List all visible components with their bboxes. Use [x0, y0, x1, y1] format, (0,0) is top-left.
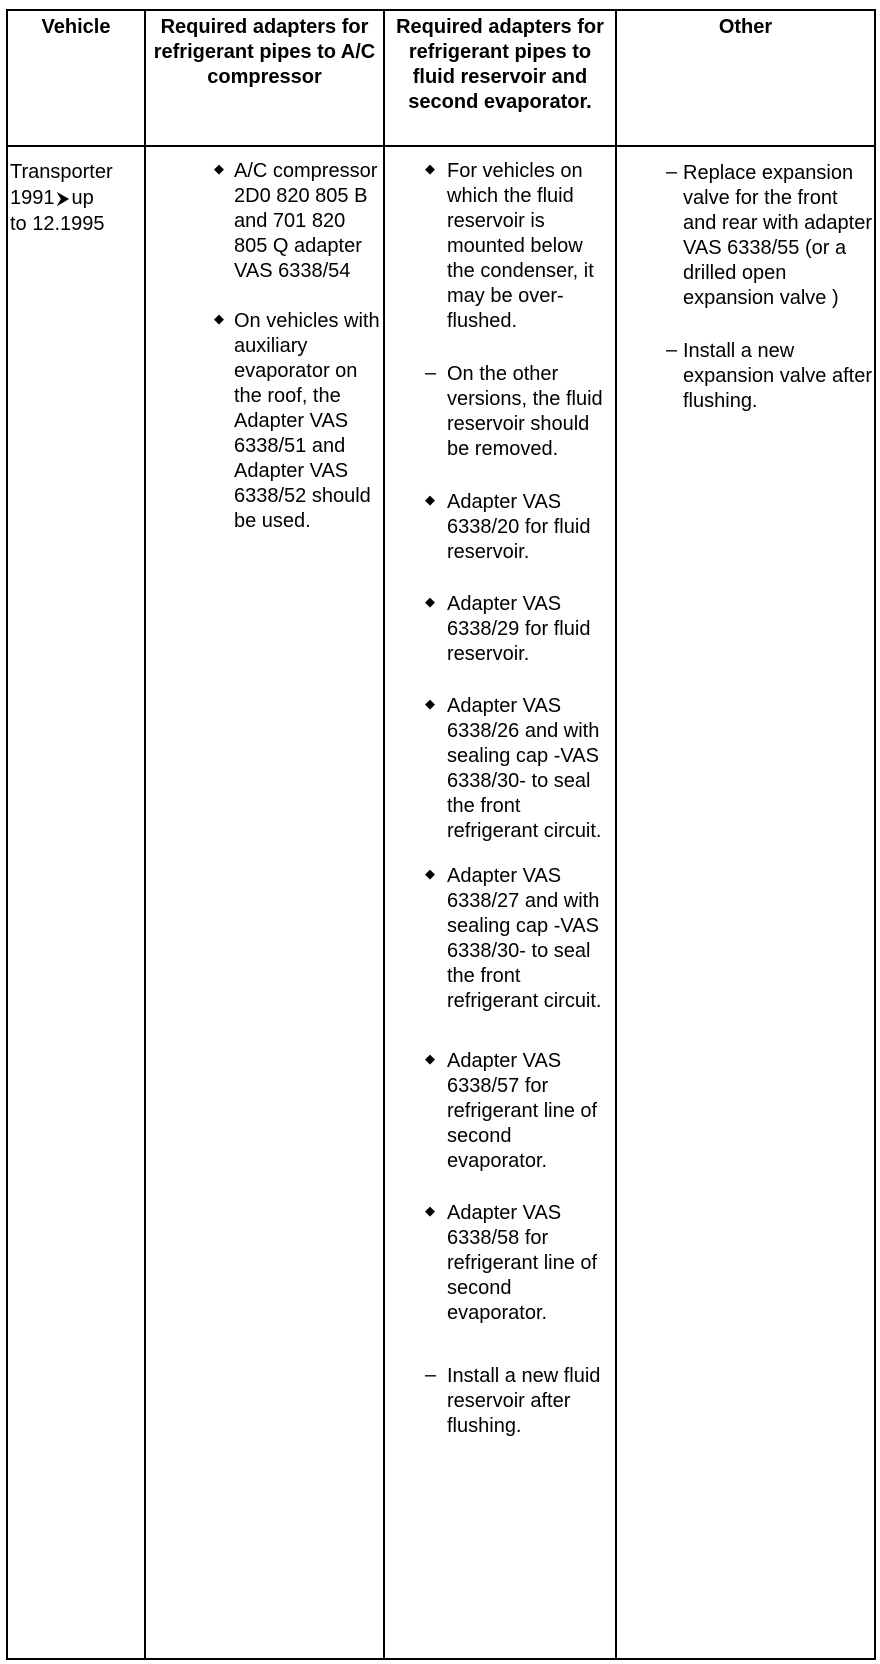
list-item-text: For vehicles on which the fluid reservoir is mounted below the condenser, it may be over-flushed.	[447, 160, 594, 332]
vehicle-year-start: 1991	[10, 187, 55, 209]
vehicle-year-up: up	[71, 187, 94, 209]
adapter-requirements-table	[6, 9, 876, 1660]
list-item-text: Adapter VAS 6338/27 and with sealing cap -VAS 6338/30- to seal the front refrigerant circuit.	[447, 865, 602, 1012]
list-item	[666, 339, 873, 414]
list-item-text: Adapter VAS 6338/20 for fluid reservoir.	[447, 491, 591, 563]
bullet-diamond-icon: ◆	[425, 866, 435, 881]
header-other: Other	[616, 10, 875, 146]
list-item	[214, 309, 383, 534]
bullet-dash-icon: –	[425, 1364, 437, 1386]
list-item-text: On the other versions, the fluid reservoir should be removed.	[447, 363, 603, 460]
list-item	[214, 159, 383, 284]
bullet-diamond-icon: ◆	[425, 492, 435, 507]
bullet-dash-icon: –	[666, 161, 678, 183]
list-item-text: Adapter VAS 6338/58 for refrigerant line of second evaporator.	[447, 1202, 598, 1324]
list-item-text: Adapter VAS 6338/29 for fluid reservoir.	[447, 593, 591, 665]
header-compressor-adapters: Required adapters for refrigerant pipes to A/C compressor	[145, 10, 384, 146]
list-item-text: Replace expansion valve for the front and rear with adapter VAS 6338/55 (or a drilled open expansion valve )	[683, 162, 873, 309]
reservoir-adapters-cell	[384, 146, 616, 1659]
header-reservoir-adapters: Required adapters for refrigerant pipes to fluid reservoir and second evaporator.	[384, 10, 616, 146]
list-item	[425, 490, 607, 565]
list-item-text: Adapter VAS 6338/57 for refrigerant line of second evaporator.	[447, 1050, 598, 1172]
table-row	[7, 146, 875, 1659]
bullet-dash-icon: –	[425, 362, 437, 384]
list-item	[425, 864, 607, 1014]
vehicle-year-range	[10, 185, 144, 211]
bullet-diamond-icon: ◆	[425, 1051, 435, 1066]
bullet-diamond-icon: ◆	[425, 594, 435, 609]
list-item	[425, 1049, 607, 1174]
bullet-diamond-icon: ◆	[425, 1203, 435, 1218]
list-item	[425, 1364, 607, 1439]
compressor-adapters-cell	[145, 146, 384, 1659]
arrow-right-icon: ⮞	[56, 188, 70, 208]
list-item	[425, 1201, 607, 1326]
bullet-diamond-icon: ◆	[214, 161, 224, 176]
header-row	[7, 10, 875, 146]
list-item	[425, 362, 607, 462]
bullet-diamond-icon: ◆	[214, 311, 224, 326]
list-item	[666, 161, 873, 311]
list-item	[425, 592, 607, 667]
list-item-text: Install a new fluid reservoir after flushing.	[447, 1365, 601, 1437]
vehicle-year-end: to 12.1995	[10, 213, 105, 235]
list-item	[425, 159, 607, 334]
list-item-text: On vehicles with auxiliary evaporator on the roof, the Adapter VAS 6338/51 and Adapter VAS 6338/52 should be used.	[234, 310, 380, 532]
list-item	[425, 694, 607, 844]
bullet-diamond-icon: ◆	[425, 696, 435, 711]
vehicle-cell	[7, 146, 145, 1659]
header-vehicle: Vehicle	[7, 10, 145, 146]
list-item-text: Install a new expansion valve after flushing.	[683, 340, 873, 412]
bullet-dash-icon: –	[666, 339, 678, 361]
vehicle-model: Transporter	[10, 161, 113, 183]
bullet-diamond-icon: ◆	[425, 161, 435, 176]
list-item-text: A/C compressor 2D0 820 805 B and 701 820 805 Q adapter VAS 6338/54	[234, 160, 378, 282]
list-item-text: Adapter VAS 6338/26 and with sealing cap -VAS 6338/30- to seal the front refrigerant circuit.	[447, 695, 602, 842]
other-cell	[616, 146, 875, 1659]
